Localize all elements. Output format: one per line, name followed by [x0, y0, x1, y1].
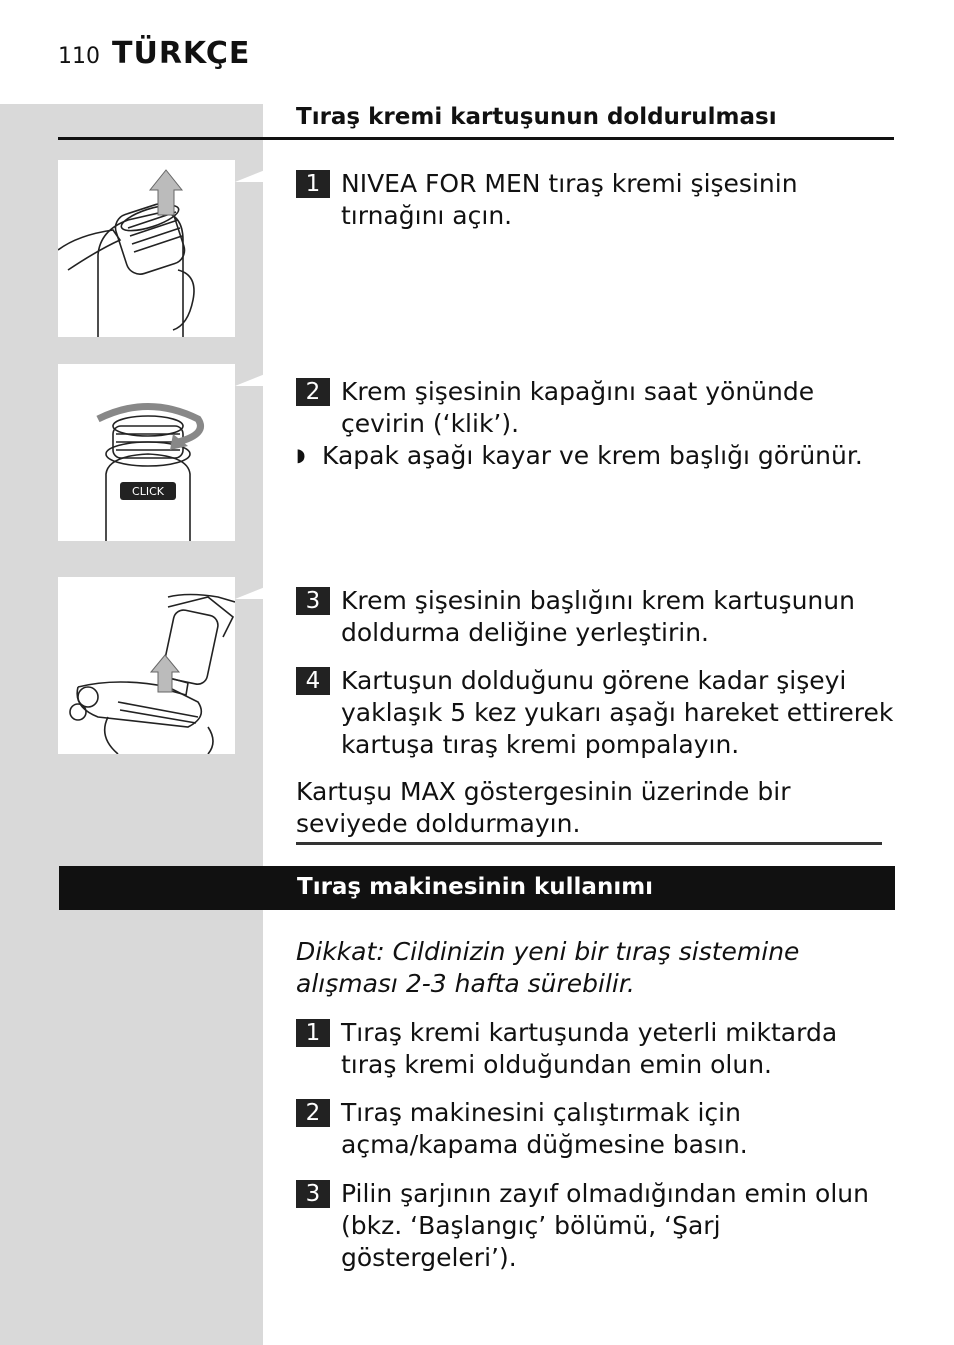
cap-turn-illustration — [58, 364, 235, 541]
click-label: CLICK — [132, 485, 164, 498]
step-text: Kartuşun dolduğunu görene kadar şişeyi yaklaşık 5 kez yukarı aşağı hareket ettirerek kartuşa tıraş kremi pompalayın. — [341, 666, 894, 759]
section-rule — [58, 137, 894, 140]
cartridge-fill-illustration — [58, 577, 235, 754]
page-header — [58, 36, 250, 70]
step-text: Krem şişesinin kapağını saat yönünde çevirin (‘klik’). — [341, 377, 815, 438]
section-title-filling: Tıraş kremi kartuşunun doldurulması — [296, 104, 777, 130]
section-bar-using — [59, 866, 895, 910]
step-item — [296, 665, 896, 761]
language-title: TÜRKÇE — [112, 36, 251, 71]
step-number: 3 — [296, 587, 330, 615]
illustration-turn-cap — [58, 364, 235, 541]
result-item — [296, 440, 896, 472]
step-number: 2 — [296, 378, 330, 406]
pointer-arrow-icon — [235, 364, 265, 394]
result-text: Kapak aşağı kayar ve krem başlığı görünür. — [322, 441, 863, 470]
step-number: 3 — [296, 1180, 330, 1208]
step-text: Pilin şarjının zayıf olmadığından emin olun (bkz. ‘Başlangıç’ bölümü, ‘Şarj göstergeleri’). — [341, 1179, 869, 1272]
warning-text: Kartuşu MAX göstergesinin üzerinde bir seviyede doldurmayın. — [296, 776, 882, 845]
step-number: 4 — [296, 667, 330, 695]
step-text: NIVEA FOR MEN tıraş kremi şişesinin tırnağını açın. — [341, 169, 798, 230]
section-title-using: Tıraş makinesinin kullanımı — [297, 874, 654, 900]
illustration-open-tab — [58, 160, 235, 337]
step-item — [296, 1097, 896, 1161]
step-number: 1 — [296, 170, 330, 198]
pointer-arrow-icon — [235, 577, 265, 607]
pointer-arrow-icon — [235, 160, 265, 190]
step-item — [296, 168, 896, 232]
step-text: Krem şişesinin başlığını krem kartuşunun doldurma deliğine yerleştirin. — [341, 586, 855, 647]
step-text: Tıraş makinesini çalıştırmak için açma/kapama düğmesine basın. — [341, 1098, 748, 1159]
result-bullet-icon: ◗ — [296, 445, 306, 466]
step-item — [296, 585, 896, 649]
note-text: Dikkat: Cildinizin yeni bir tıraş sistemine alışması 2-3 hafta sürebilir. — [296, 937, 800, 998]
illustration-insert-cartridge — [58, 577, 235, 754]
bottle-open-illustration — [58, 160, 235, 337]
step-number: 1 — [296, 1019, 330, 1047]
step-item — [296, 376, 896, 440]
step-number: 2 — [296, 1099, 330, 1127]
step-text: Tıraş kremi kartuşunda yeterli miktarda tıraş kremi olduğundan emin olun. — [341, 1018, 838, 1079]
page-number: 110 — [58, 44, 100, 69]
step-item — [296, 1178, 896, 1274]
step-item — [296, 1017, 896, 1081]
